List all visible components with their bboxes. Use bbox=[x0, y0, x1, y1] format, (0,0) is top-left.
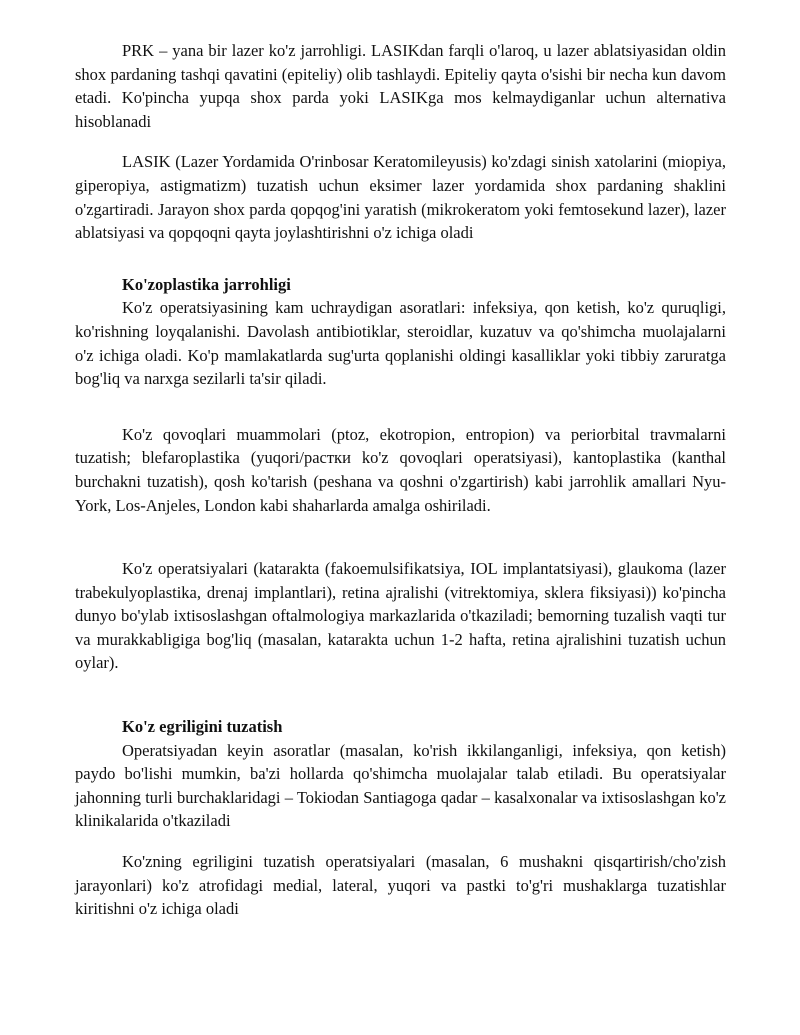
paragraph-postop-complications: Operatsiyadan keyin asoratlar (masalan, ko'rish ikkilanganligi, infeksiya, qon ketish) paydo bo'lishi mumkin, ba'zi hollarda qo'shimcha muolajalar talab etiladi. Bu operatsiyalar jahonning turli burchaklaridagi – Tokiodan Santiagoga qadar – kasalxonalar va ixtisoslashgan ko'z klinikalarida o'tkaziladi bbox=[75, 740, 726, 831]
paragraph-prk: PRK – yana bir lazer ko'z jarrohligi. LASIKdan farqli o'laroq, u lazer ablatsiyasidan oldin shox pardaning tashqi qavatini (epiteliy) olib tashlaydi. Epiteliy qayta o'sishi bir necha kun davom etadi. Ko'pincha yupqa shox parda yoki LASIKga mos kelmaydiganlar uchun alternativa hisoblanadi bbox=[75, 41, 726, 131]
heading-strabismus-correction: Ko'z egriligini tuzatish bbox=[122, 717, 283, 737]
paragraph-muscle-correction: Ko'zning egriligini tuzatish operatsiyalari (masalan, 6 mushakni qisqartirish/cho'zish jarayonlari) ko'z atrofidagi medial, lateral, yuqori va pastki to'g'ri mushaklarga tuzatishlar kiritishni o'z ichiga oladi bbox=[75, 852, 726, 919]
heading-oculoplastic-surgery: Ko'zoplastika jarrohligi bbox=[122, 274, 291, 294]
paragraph-eye-operations: Ko'z operatsiyalari (katarakta (fakoemulsifikatsiya, IOL implantatsiyasi), glaukoma (lazer trabekulyoplastika, drenaj implantlari), retina ajralishi (vitrektomiya, sklera fiksiyasi)) ko'pincha dunyo bo'ylab ixtisoslashgan oftalmologiya markazlarida o'tkaziladi; bemorning tuzalish vaqti tur va murakkabligiga bog'liq (masalan, katarakta uchun 1-2 hafta, retina ajralishini tuzatish uchun oylar). bbox=[75, 559, 726, 673]
paragraph-lasik: LASIK (Lazer Yordamida O'rinbosar Keratomileyusis) ko'zdagi sinish xatolarini (miopiya, giperopiya, astigmatizm) tuzatish uchun eksimer lazer yordamida shox pardaning shaklini o'zgartiradi. Jarayon shox parda qopqog'ini yaratish (mikrokeratom yoki femtosekund lazer), lazer ablatsiyasi va qopqoqni qayta joylashtirishni o'z ichiga oladi bbox=[75, 152, 726, 243]
paragraph-complications: Ko'z operatsiyasining kam uchraydigan asoratlari: infeksiya, qon ketish, ko'z quruqligi, ko'rishning loyqalanishi. Davolash antibiotiklar, steroidlar, kuzatuv va qo'shimcha muolajalarni o'z ichiga oladi. Ko'p mamlakatlarda sug'urta qoplanishi oldingi kasalliklar yoki tibbiy zaruratga bog'liq va narxga sezilarli ta'sir qiladi. bbox=[75, 298, 726, 389]
paragraph-eyelid-problems: Ko'z qovoqlari muammolari (ptoz, ekotropion, entropion) va periorbital travmalarni tuzatish; blefaroplastika (yuqori/растки ko'z qovoqlari operatsiyasi), kantoplastika (kanthal burchakni tuzatish), qosh ko'tarish (peshana va qoshni o'zgartirish) kabi jarrohlik amallari Nyu-York, Los-Anjeles, London kabi shaharlarda amalga oshiriladi. bbox=[75, 424, 726, 515]
document-page bbox=[75, 39, 726, 921]
